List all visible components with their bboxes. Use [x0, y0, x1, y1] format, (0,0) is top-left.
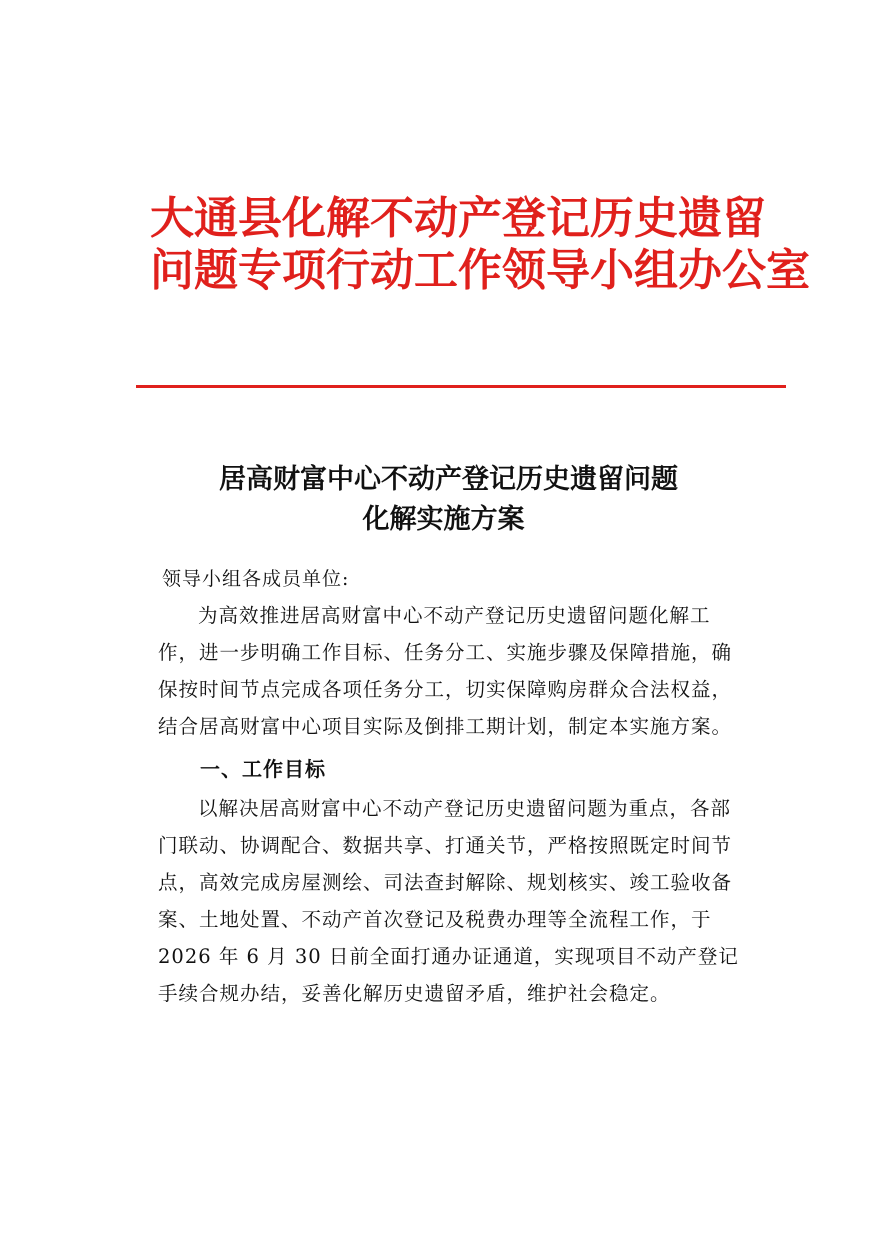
work-goals-paragraph	[158, 790, 770, 1012]
intro-paragraph-line: 作，进一步明确工作目标、任务分工、实施步骤及保障措施，确	[158, 641, 733, 664]
document-title-line1: 居高财富中心不动产登记历史遗留问题	[219, 464, 678, 495]
work-goals-paragraph-line: 手续合规办结，妥善化解历史遗留矛盾，维护社会稳定。	[158, 982, 671, 1005]
work-goals-paragraph-line: 以解决居高财富中心不动产登记历史遗留问题为重点，各部	[198, 797, 732, 820]
work-goals-paragraph-line: 2026 年 6 月 30 日前全面打通办证通道，实现项目不动产登记	[158, 945, 739, 968]
intro-paragraph	[158, 597, 770, 745]
intro-paragraph-line: 保按时间节点完成各项任务分工，切实保障购房群众合法权益，	[158, 678, 733, 701]
document-title-line2: 化解实施方案	[362, 504, 525, 535]
work-goals-paragraph-line: 案、土地处置、不动产首次登记及税费办理等全流程工作，于	[158, 908, 712, 931]
work-goals-paragraph-line: 门联动、协调配合、数据共享、打通关节，严格按照既定时间节	[158, 834, 733, 857]
salutation: 领导小组各成员单位:	[162, 568, 350, 590]
header-title-line1: 大通县化解不动产登记历史遗留	[150, 193, 766, 244]
section-heading-work-goals: 一、工作目标	[200, 757, 326, 781]
intro-paragraph-line: 为高效推进居高财富中心不动产登记历史遗留问题化解工	[198, 604, 711, 627]
intro-paragraph-line: 结合居高财富中心项目实际及倒排工期计划，制定本实施方案。	[158, 715, 733, 738]
header-title-line2: 问题专项行动工作领导小组办公室	[150, 245, 810, 296]
work-goals-paragraph-line: 点，高效完成房屋测绘、司法查封解除、规划核实、竣工验收备	[158, 871, 733, 894]
header-divider	[136, 385, 786, 388]
